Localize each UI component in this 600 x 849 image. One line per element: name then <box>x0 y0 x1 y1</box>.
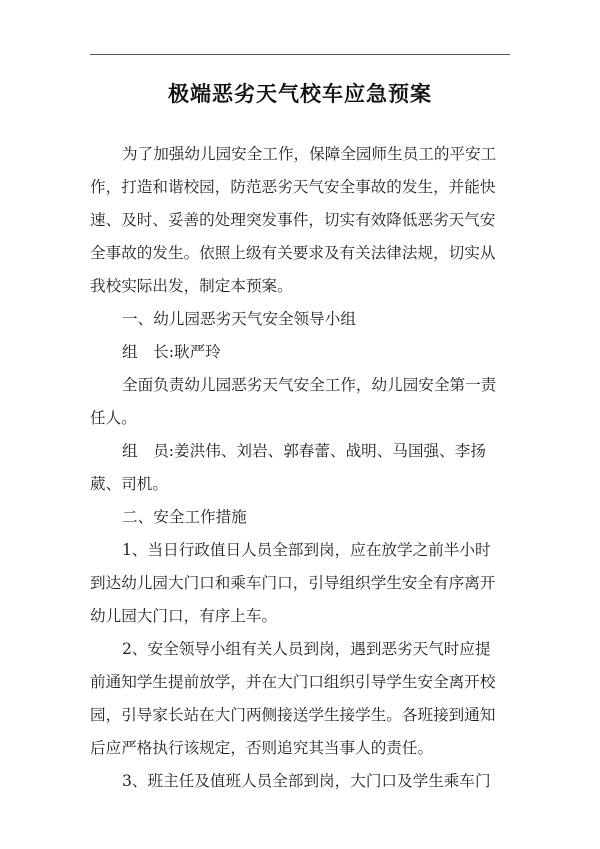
paragraph-line: 到达幼儿园大门口和乘车门口，引导组织学生安全有序离开 <box>90 574 496 592</box>
paragraph-line: 幼儿园大门口，有序上车。 <box>90 607 278 625</box>
paragraph-line: 2、安全领导小组有关人员到岗，遇到恶劣天气时应提 <box>122 640 491 658</box>
header-rule <box>90 54 510 55</box>
paragraph-line: 3、班主任及值班人员全部到岗，大门口及学生乘车门 <box>122 772 491 790</box>
document-title: 极端恶劣天气校车应急预案 <box>168 81 432 106</box>
paragraph-line: 园，引导家长站在大门两侧接送学生接学生。各班接到通知 <box>90 706 496 724</box>
section-heading: 二、安全工作措施 <box>122 508 247 526</box>
paragraph-line: 组 员:姜洪伟、刘岩、郭春蕾、战明、马国强、李扬 <box>122 442 486 460</box>
paragraph-line: 我校实际出发，制定本预案。 <box>90 277 293 295</box>
paragraph-line: 后应严格执行该规定，否则追究其当事人的责任。 <box>90 739 434 757</box>
paragraph-line: 全事故的发生。依照上级有关要求及有关法律法规，切实从 <box>90 244 496 262</box>
section-heading: 一、幼儿园恶劣天气安全领导小组 <box>122 310 356 328</box>
paragraph-line: 为了加强幼儿园安全工作，保障全园师生员工的平安工 <box>122 145 497 163</box>
paragraph-line: 全面负责幼儿园恶劣天气安全工作，幼儿园安全第一责 <box>122 376 497 394</box>
paragraph-line: 作，打造和谐校园，防范恶劣天气安全事故的发生，并能快 <box>90 178 496 196</box>
paragraph-line: 葳、司机。 <box>90 475 168 493</box>
paragraph-line: 任人。 <box>90 409 137 427</box>
paragraph-line: 组 长:耿严玲 <box>122 343 221 361</box>
paragraph-line: 速、及时、妥善的处理突发事件，切实有效降低恶劣天气安 <box>90 211 496 229</box>
paragraph-line: 1、当日行政值日人员全部到岗，应在放学之前半小时 <box>122 541 491 559</box>
paragraph-line: 前通知学生提前放学，并在大门口组织引导学生安全离开校 <box>90 673 496 691</box>
